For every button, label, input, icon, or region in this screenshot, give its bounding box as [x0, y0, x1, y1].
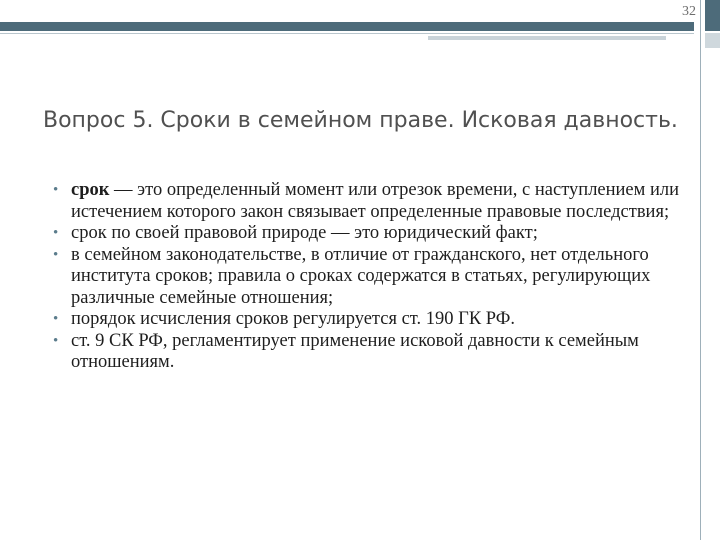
bullet-icon: •: [53, 311, 59, 327]
header-band: [0, 22, 694, 31]
bullet-text: порядок исчисления сроков регулируется ст. 190 ГК РФ.: [71, 309, 515, 329]
bullet-item: [50, 309, 690, 331]
bullet-term: срок: [71, 180, 110, 200]
bullet-icon: •: [53, 182, 59, 198]
bullet-item: [50, 180, 690, 223]
bullet-icon: •: [53, 332, 59, 349]
corner-block: [705, 0, 720, 31]
bullet-icon: •: [53, 246, 59, 263]
bullet-item: [50, 223, 690, 245]
bullet-list: [50, 180, 690, 374]
corner-block-light: [705, 33, 720, 48]
page-number: 32: [682, 4, 696, 19]
right-vertical-rule: [700, 0, 701, 540]
bullet-text: — это определенный момент или отрезок времени, с наступлением или истечением которого закон связывает определенные правовые последствия;: [71, 180, 680, 222]
slide-title: Вопрос 5. Сроки в семейном праве. Исковая давность.: [43, 108, 678, 133]
bullet-text: срок по своей правовой природе — это юридический факт;: [71, 223, 538, 243]
bullet-item: [50, 331, 690, 374]
bullet-text: в семейном законодательстве, в отличие от гражданского, нет отдельного института сроков; правила о сроках содержатся в статьях, регулирующих различные семейные отношения;: [71, 244, 651, 308]
header-rule: [0, 33, 694, 34]
bullet-item: [50, 245, 690, 310]
bullet-text: ст. 9 СК РФ, регламентирует применение исковой давности к семейным отношениям.: [71, 330, 639, 372]
header-accent-bar: [428, 36, 666, 40]
bullet-icon: •: [53, 225, 59, 241]
